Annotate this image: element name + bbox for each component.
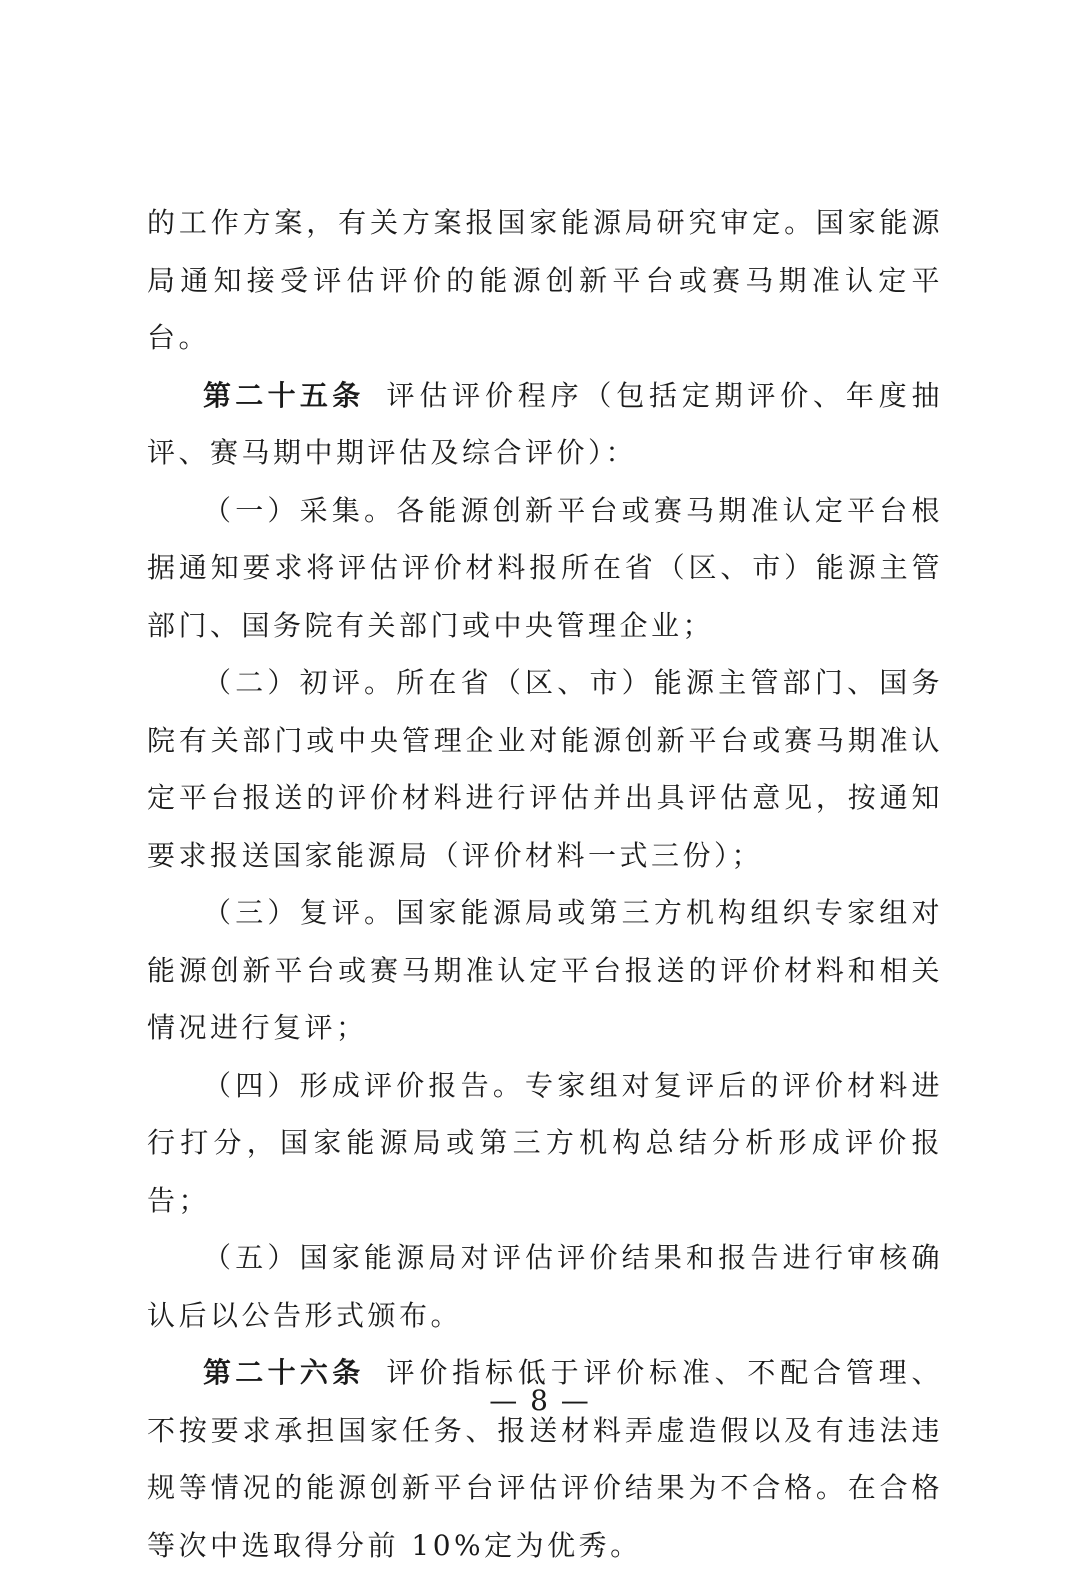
article-25-text: 评估评价程序（包括定期评价、年度抽评、赛马期中期评估及综合评价）： (147, 378, 943, 469)
document-body (147, 194, 943, 1574)
article-26-heading: 第二十六条 (203, 1356, 365, 1389)
article-25-heading: 第二十五条 (203, 378, 365, 412)
article-25 (147, 367, 943, 482)
paragraph-continuation: 的工作方案，有关方案报国家能源局研究审定。国家能源局通知接受评估评价的能源创新平台或赛马期准认定平台。 (147, 206, 943, 354)
step-2-initial-review: （二）初评。所在省（区、市）能源主管部门、国务院有关部门或中央管理企业对能源创新平台或赛马期准认定平台报送的评价材料进行评估并出具评估意见，按通知要求报送国家能源局（评价材料一式三份）； (147, 666, 943, 872)
step-1-collection: （一）采集。各能源创新平台或赛马期准认定平台根据通知要求将评估评价材料报所在省（区、市）能源主管部门、国务院有关部门或中央管理企业； (147, 493, 943, 642)
step-4-report: （四）形成评价报告。专家组对复评后的评价材料进行打分，国家能源局或第三方机构总结分析形成评价报告； (147, 1068, 943, 1217)
step-5-announcement: （五）国家能源局对评估评价结果和报告进行审核确认后以公告形式颁布。 (147, 1241, 943, 1332)
page-number: — 8 — (489, 1384, 591, 1417)
article-26 (147, 1344, 943, 1574)
article-26-text: 评价指标低于评价标准、不配合管理、不按要求承担国家任务、报送材料弄虚造假以及有违法违规等情况的能源创新平台评估评价结果为不合格。在合格等次中选取得分前 10%定为优秀。 (147, 1356, 943, 1562)
step-3-re-review: （三）复评。国家能源局或第三方机构组织专家组对能源创新平台或赛马期准认定平台报送的评价材料和相关情况进行复评； (147, 896, 943, 1044)
